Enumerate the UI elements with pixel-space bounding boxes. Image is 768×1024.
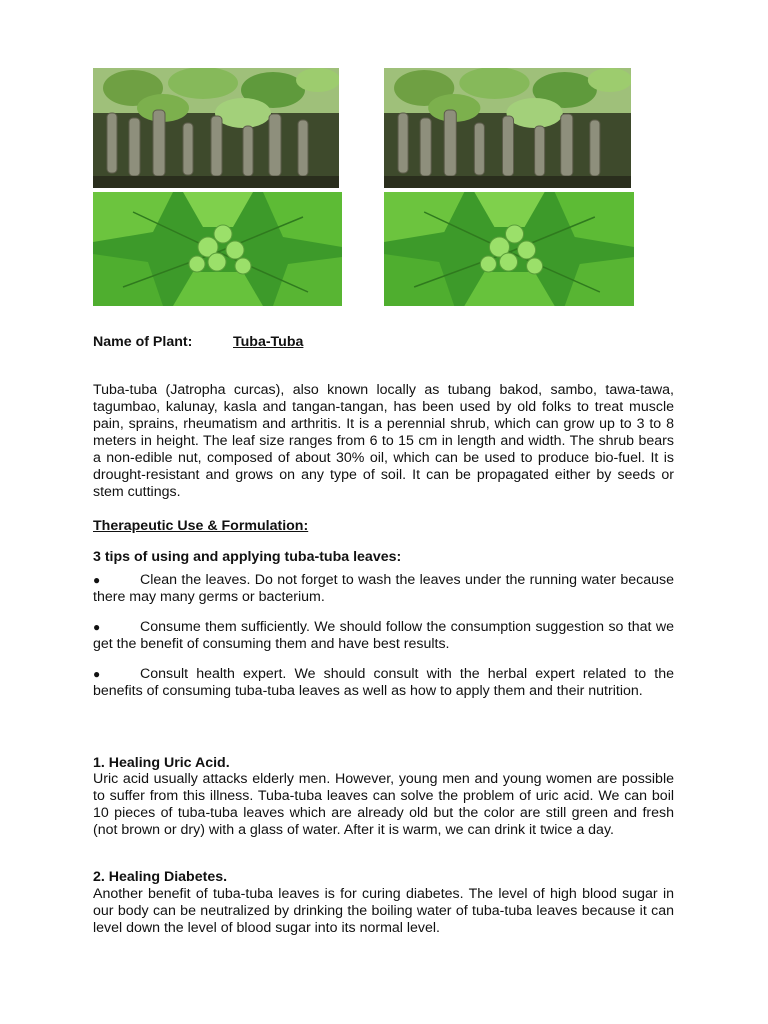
jatropha-shrub-stems-photo [93,68,339,188]
intro-paragraph: Tuba-tuba (Jatropha curcas), also known locally as tubang bakod, sambo, tawa-tawa, tagumbao, kalunay, kasla and tangan-tangan, has been used by old folks to treat muscle pain, sprains, rheumatism and arthritis. It is a perennial shrub, which can grow up to 3 to 8 meters in height. The leaf size ranges from 6 to 15 cm in length and width. The shrub bears a non-edible nut, composed of about 30% oil, which can be used to produce bio-fuel. It is drought-resistant and grows on any type of soil. It can be propagated either by seeds or stem cuttings. [93,382,674,500]
bullet-icon: ● [93,573,101,587]
section-body-diabetes: Another benefit of tuba-tuba leaves is for curing diabetes. The level of high blood sugar in our body can be neutralized by drinking the boiling water of tuba-tuba leaves because it can level down the level of blood sugar into its normal level. [93,886,674,936]
list-item [93,619,674,653]
jatropha-leaves-fruits-photo [93,192,342,306]
tip-text: Consult health expert. We should consult with the herbal expert related to the benefits of consuming tuba-tuba leaves as well as how to apply them and their nutrition. [93,666,674,699]
section-body-uric-acid: Uric acid usually attacks elderly men. However, young men and young women are possible to suffer from this illness. Tuba-tuba leaves can solve the problem of uric acid. We can boil 10 pieces of tuba-tuba leaves which are already old but the color are still green and fresh (not brown or dry) with a glass of water. After it is warm, we can drink it twice a day. [93,771,674,838]
list-item [93,666,674,700]
plant-name-line [93,334,674,351]
plant-name-label: Name of Plant: [93,334,193,350]
jatropha-shrub-stems-photo [384,68,631,188]
bullet-icon: ● [93,667,101,681]
tip-text: Consume them sufficiently. We should follow the consumption suggestion so that we get the benefit of consuming them and have best results. [93,619,674,652]
plant-name-value: Tuba-Tuba [233,334,304,350]
tips-title: 3 tips of using and applying tuba-tuba leaves: [93,549,402,565]
tip-text: Clean the leaves. Do not forget to wash the leaves under the running water because there may many germs or bacterium. [93,572,674,605]
section-title-uric-acid: 1. Healing Uric Acid. [93,755,230,771]
therapeutic-heading: Therapeutic Use & Formulation: [93,518,309,534]
bullet-icon: ● [93,620,101,634]
list-item [93,572,674,606]
jatropha-leaves-fruits-photo [384,192,634,306]
section-title-diabetes: 2. Healing Diabetes. [93,869,228,885]
